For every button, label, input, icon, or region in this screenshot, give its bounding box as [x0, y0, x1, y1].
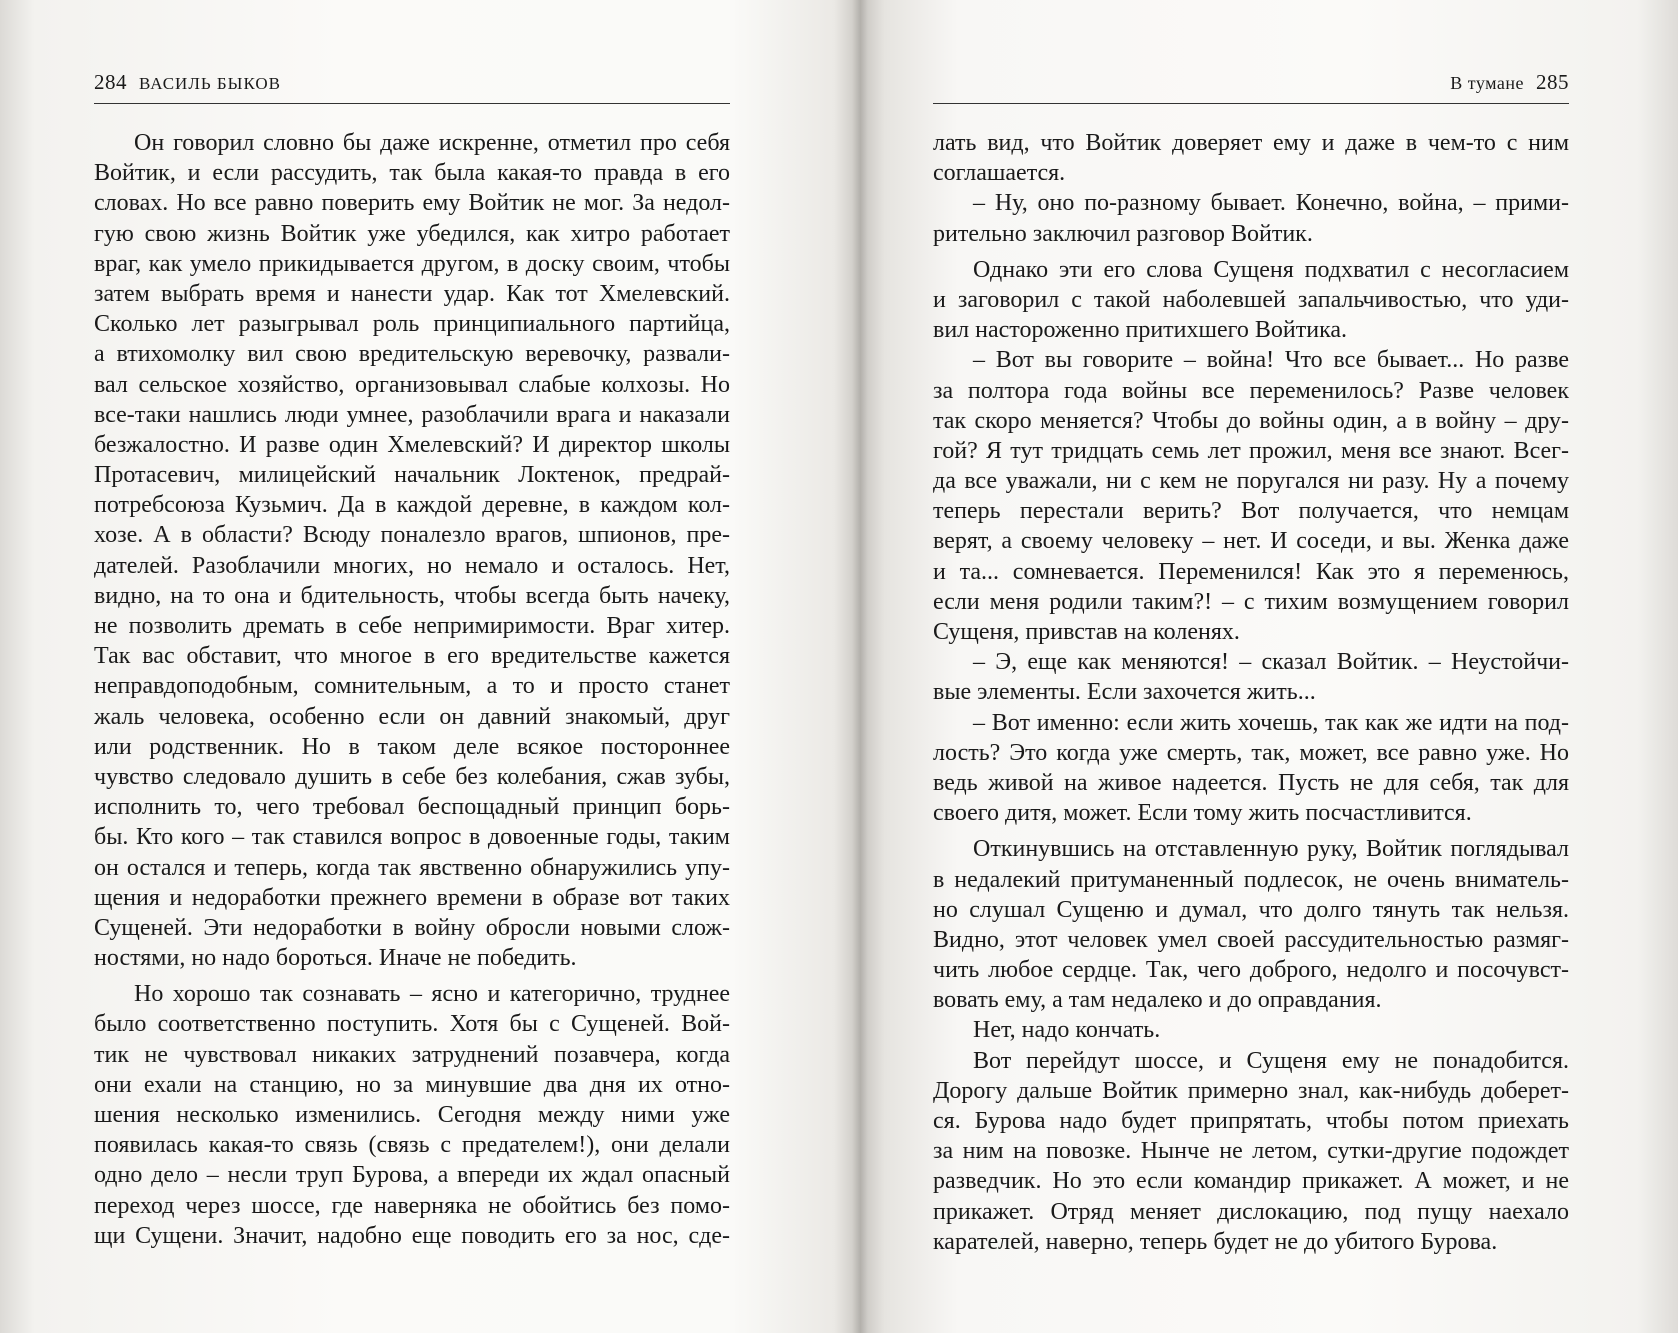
text-line: Видно, этот человек умел своей рассудительностью размяг- — [933, 926, 1569, 953]
text-line: и та... сомневается. Переменился! Как это я переменюсь, — [933, 558, 1569, 585]
text-line: вовать ему, а там недалеко и до оправдания. — [933, 987, 1382, 1014]
text-line: он остался и теперь, когда так явственно обнаружились упу- — [94, 854, 730, 881]
text-line: неправдоподобным, сомнительным, а то и просто станет — [94, 673, 730, 700]
text-line: бы. Кто кого – так ставился вопрос в довоенные годы, таким — [94, 824, 730, 851]
text-line: ведь живой на живое надеется. Пусть не для себя, так для — [933, 769, 1569, 796]
text-line: щи Сущени. Значит, надобно еще поводить его за нос, сде- — [94, 1222, 730, 1249]
text-line: если меня родили таким?! – с тихим возмущением говорил — [933, 588, 1569, 615]
text-line: было соответственно поступить. Хотя бы с Сущеней. Вой- — [94, 1011, 730, 1038]
text-line: потребсоюза Кузьмич. Да в каждой деревне, в каждом кол- — [94, 492, 730, 519]
text-line: Так вас обставит, что многое в его вредительстве кажется — [94, 643, 730, 670]
right-page-number: 285 — [1536, 70, 1569, 94]
text-line: а втихомолку вил свою вредительскую веревочку, развали- — [94, 341, 730, 368]
text-line: в недалекий притуманенный подлесок, не очень вниматель- — [933, 866, 1569, 893]
text-line: или родственник. Но в таком деле всякое постороннее — [94, 733, 730, 760]
text-line: жаль человека, особенно если он давний знакомый, друг — [94, 703, 730, 730]
text-line: вал сельское хозяйство, организовывал слабые колхозы. Но — [94, 371, 730, 398]
text-line: чувство следовало душить в себе без колебания, сжав зубы, — [94, 763, 730, 790]
text-line: враг, как умело прикидывается другом, в доску своим, чтобы — [94, 250, 730, 277]
right-running-head — [933, 70, 1569, 104]
text-line: но слушал Сущеню и думал, что долго тянуть так нельзя. — [933, 896, 1569, 923]
text-line: хозе. А в области? Всюду поналезло врагов, шпионов, пре- — [94, 522, 730, 549]
text-line: Сколько лет разыгрывал роль принципиального партийца, — [94, 311, 730, 338]
paragraph — [933, 708, 1569, 829]
text-line: Войтик, и если рассудить, так была какая-то правда в его — [94, 160, 730, 187]
text-line: вил настороженно притихшего Войтика. — [933, 317, 1348, 344]
text-line: своего дитя, может. Если тому жить посчастливится. — [933, 800, 1472, 827]
paragraph — [933, 255, 1569, 346]
text-line: лать вид, что Войтик доверяет ему и даже в чем-то с ним — [933, 130, 1569, 156]
text-line: карателей, наверно, теперь будет не до убитого Бурова. — [933, 1228, 1498, 1255]
text-line: – Ну, оно по-разному бывает. Конечно, война, – прими- — [973, 190, 1569, 217]
text-line: Он говорил словно бы даже искренне, отметил про себя — [134, 130, 730, 156]
text-line: безжалостно. И разве один Хмелевский? И директор школы — [94, 431, 730, 458]
text-line: все-таки нашлись люди умнее, разоблачили врага и наказали — [94, 401, 730, 428]
text-line: лость? Это когда уже смерть, так, может, все равно уже. Но — [933, 739, 1569, 766]
left-header-rule — [94, 103, 730, 104]
paragraph — [94, 128, 730, 973]
left-text-block — [94, 128, 730, 1251]
text-line: – Э, еще как меняются! – сказал Войтик. – Неустойчи- — [973, 649, 1569, 676]
text-line: за полтора года войны все переменилось? Разве человек — [933, 377, 1569, 404]
author-name: ВАСИЛЬ БЫКОВ — [139, 74, 281, 93]
text-line: за ним на повозке. Нынче не летом, сутки-другие подождет — [933, 1138, 1569, 1165]
paragraph — [933, 1015, 1569, 1045]
paragraph — [933, 188, 1569, 248]
text-line: ся. Бурова надо будет припрятать, чтобы потом приехать — [933, 1108, 1569, 1134]
text-line: – Вот вы говорите – война! Что все бывает... Но разве — [973, 347, 1569, 374]
text-line: прикажет. Отряд меняет дислокацию, под пущу наехало — [933, 1198, 1569, 1225]
text-line: щения и недоработки прежнего времени в образе вот таких — [94, 884, 730, 911]
text-line: шения несколько изменились. Сегодня между ними уже — [94, 1102, 730, 1128]
left-running-head — [94, 70, 730, 104]
text-line: теперь перестали верить? Вот получается, что немцам — [933, 498, 1569, 525]
text-line: не позволить дремать в себе непримиримости. Враг хитер. — [94, 613, 730, 639]
text-line: Дорогу дальше Войтик примерно знал, как-нибудь доберет- — [933, 1077, 1569, 1104]
text-line: да все уважали, ни с кем не поругался ни разу. Ну а почему — [933, 468, 1569, 495]
text-line: появилась какая-то связь (связь с предателем!), они делали — [94, 1132, 730, 1159]
text-line: переход через шоссе, где наверняка не обойтись без помо- — [94, 1192, 730, 1219]
paragraph — [933, 128, 1569, 188]
text-line: соглашается. — [933, 160, 1066, 187]
text-line: словах. Но все равно поверить ему Войтик не мог. За недол- — [94, 190, 730, 217]
text-line: Однако эти его слова Сущеня подхватил с несогласием — [973, 256, 1569, 283]
text-line: Вот перейдут шоссе, и Сущеня ему не понадобится. — [973, 1047, 1569, 1074]
paragraph — [933, 647, 1569, 707]
text-line: исполнить то, чего требовал беспощадный принцип борь- — [94, 794, 730, 821]
paragraph — [94, 979, 730, 1251]
text-line: рительно заключил разговор Войтик. — [933, 220, 1313, 247]
paragraph — [933, 345, 1569, 647]
text-line: ностями, но надо бороться. Иначе не победить. — [94, 945, 577, 972]
text-line: затем выбрать время и нанести удар. Как тот Хмелевский. — [94, 280, 730, 307]
text-line: и заговорил с такой наболевшей запальчивостью, что уди- — [933, 286, 1569, 313]
text-line: они ехали на станцию, но за минувшие два дня их отно- — [94, 1071, 730, 1098]
text-line: вые элементы. Если захочется жить... — [933, 679, 1316, 706]
text-line: Но хорошо так сознавать – ясно и категорично, труднее — [134, 981, 730, 1008]
text-line: гую свою жизнь Войтик уже убедился, как хитро работает — [94, 220, 730, 247]
book-gutter — [852, 0, 868, 1333]
text-line: дателей. Разоблачили многих, но немало и осталось. Нет, — [94, 552, 730, 579]
text-line: – Вот именно: если жить хочешь, так как же идти на под- — [973, 709, 1569, 736]
text-line: одно дело – несли труп Бурова, а впереди их ждал опасный — [94, 1162, 730, 1189]
text-line: так скоро меняется? Чтобы до войны один, а в войну – дру- — [933, 407, 1569, 434]
text-line: Нет, надо кончать. — [973, 1017, 1161, 1044]
text-line: Протасевич, милицейский начальник Локтенок, предрай- — [94, 462, 730, 489]
text-line: чить любое сердце. Так, чего доброго, недолго и посочувст- — [933, 957, 1569, 984]
text-line: Сущеня, привстав на коленях. — [933, 619, 1240, 645]
text-line: Сущеней. Эти недоработки в войну обросли новыми слож- — [94, 914, 730, 941]
text-line: Откинувшись на отставленную руку, Войтик поглядывал — [973, 836, 1569, 863]
text-line: тик не чувствовал никаких затруднений позавчера, когда — [94, 1041, 730, 1068]
paragraph — [933, 834, 1569, 1015]
text-line: видно, на то она и бдительность, чтобы всегда быть начеку, — [94, 582, 730, 609]
left-page-number: 284 — [94, 70, 127, 94]
right-text-block — [933, 128, 1569, 1257]
text-line: верят, а своему человеку – нет. И соседи, и вы. Женка даже — [933, 528, 1569, 555]
paragraph — [933, 1046, 1569, 1257]
text-line: гой? Я тут тридцать семь лет прожил, меня все знают. Всег- — [933, 437, 1569, 464]
chapter-title: В тумане — [1450, 73, 1524, 93]
right-header-rule — [933, 103, 1569, 104]
text-line: разведчик. Но это если командир прикажет. А может, и не — [933, 1168, 1569, 1195]
